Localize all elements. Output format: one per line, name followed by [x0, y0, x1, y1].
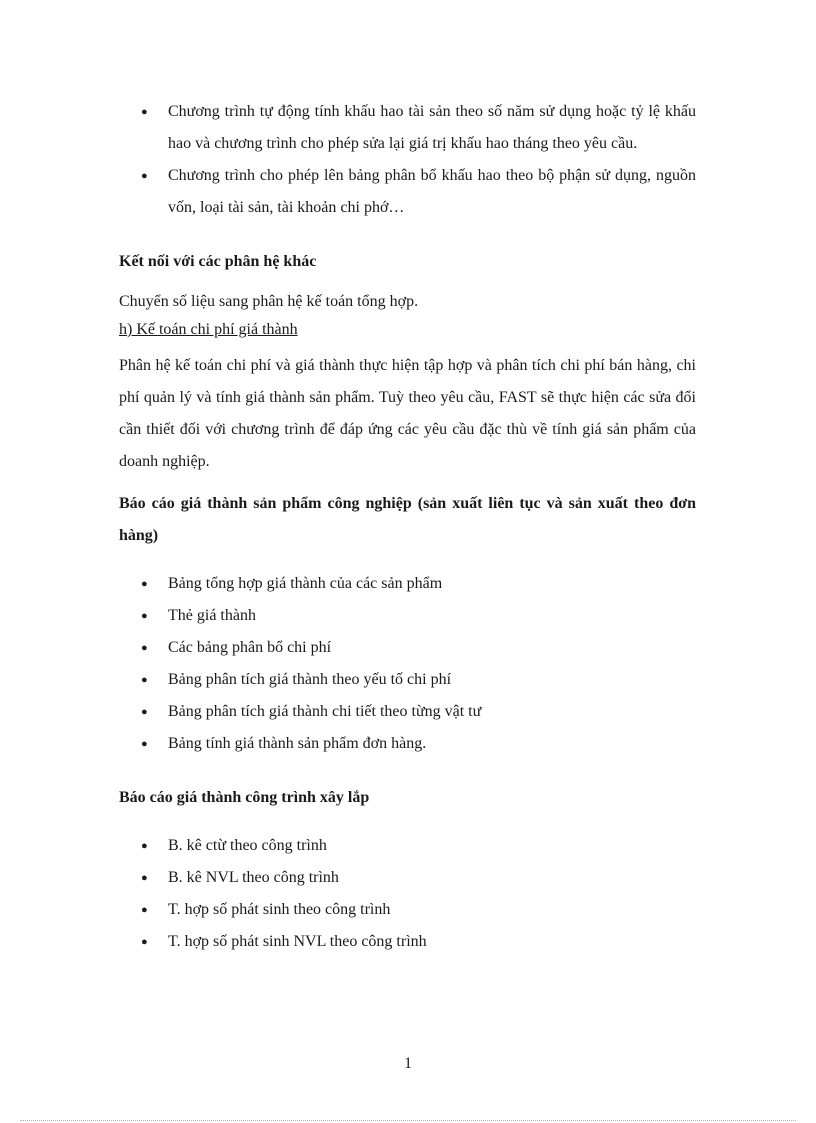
list-item — [119, 728, 696, 760]
bullet-icon: ● — [141, 642, 148, 654]
page-bottom-rule — [20, 1120, 796, 1121]
list-item-text: Bảng phân tích giá thành chi tiết theo từng vật tư — [168, 703, 482, 720]
list-item-text: Các bảng phân bổ chi phí — [168, 639, 332, 656]
list-item — [119, 568, 696, 600]
construction-bullet-list — [119, 830, 696, 958]
list-item-text: Thẻ giá thành — [168, 607, 256, 624]
top-bullet-list — [119, 96, 696, 224]
list-item — [119, 926, 696, 958]
bullet-icon: ● — [141, 936, 148, 948]
list-item — [119, 664, 696, 696]
list-item — [119, 894, 696, 926]
connect-text: Chuyển số liệu sang phân hệ kế toán tổng hợp. — [119, 293, 419, 310]
list-item-text: Bảng phân tích giá thành theo yếu tố chi phí — [168, 671, 452, 688]
section-h-paragraph: Phân hệ kế toán chi phí và giá thành thực hiện tập hợp và phân tích chi phí bán hàng, chi phí quản lý và tính giá thành sản phẩm. Tuỳ theo yêu cầu, FAST sẽ thực hiện các sửa đổi cần thiết đối với chương trình để đáp ứng các yêu cầu đặc thù về tính giá sản phẩm của doanh nghiệp. — [119, 357, 696, 470]
page-number: 1 — [404, 1055, 412, 1072]
bullet-icon: ● — [141, 872, 148, 884]
bullet-icon: ● — [141, 106, 148, 118]
bullet-icon: ● — [141, 840, 148, 852]
bullet-icon: ● — [141, 738, 148, 750]
list-item — [119, 830, 696, 862]
list-item-text: T. hợp số phát sinh NVL theo công trình — [168, 933, 427, 950]
connect-heading: Kết nối với các phân hệ khác — [119, 253, 317, 270]
page-content — [119, 96, 696, 958]
bullet-icon: ● — [141, 610, 148, 622]
section-h-title — [119, 318, 696, 342]
industrial-report-heading: Báo cáo giá thành sản phẩm công nghiệp (sản xuất liên tục và sản xuất theo đơn hàng) — [119, 495, 696, 544]
bullet-icon: ● — [141, 706, 148, 718]
section-h-title-text: h) Kế toán chi phí giá thành — [119, 321, 298, 338]
bullet-icon: ● — [141, 578, 148, 590]
list-item — [119, 632, 696, 664]
list-item — [119, 862, 696, 894]
industrial-bullet-list — [119, 568, 696, 760]
list-item — [119, 160, 696, 224]
bullet-icon: ● — [141, 674, 148, 686]
list-item-text: Chương trình tự động tính khấu hao tài sản theo số năm sử dụng hoặc tỷ lệ khấu hao và chương trình cho phép sửa lại giá trị khấu hao tháng theo yêu cầu. — [168, 103, 696, 152]
list-item-text: Chương trình cho phép lên bảng phân bổ khấu hao theo bộ phận sử dụng, nguồn vốn, loại tài sản, tài khoản chi phớ… — [168, 167, 696, 216]
bullet-icon: ● — [141, 904, 148, 916]
list-item — [119, 96, 696, 160]
list-item-text: Bảng tính giá thành sản phẩm đơn hàng. — [168, 735, 427, 752]
list-item-text: Bảng tổng hợp giá thành của các sản phẩm — [168, 575, 443, 592]
list-item — [119, 696, 696, 728]
list-item-text: B. kê NVL theo công trình — [168, 869, 339, 886]
bullet-icon: ● — [141, 170, 148, 182]
list-item — [119, 600, 696, 632]
list-item-text: T. hợp số phát sinh theo công trình — [168, 901, 391, 918]
construction-report-heading: Báo cáo giá thành công trình xây lắp — [119, 789, 370, 806]
list-item-text: B. kê ctừ theo công trình — [168, 837, 327, 854]
